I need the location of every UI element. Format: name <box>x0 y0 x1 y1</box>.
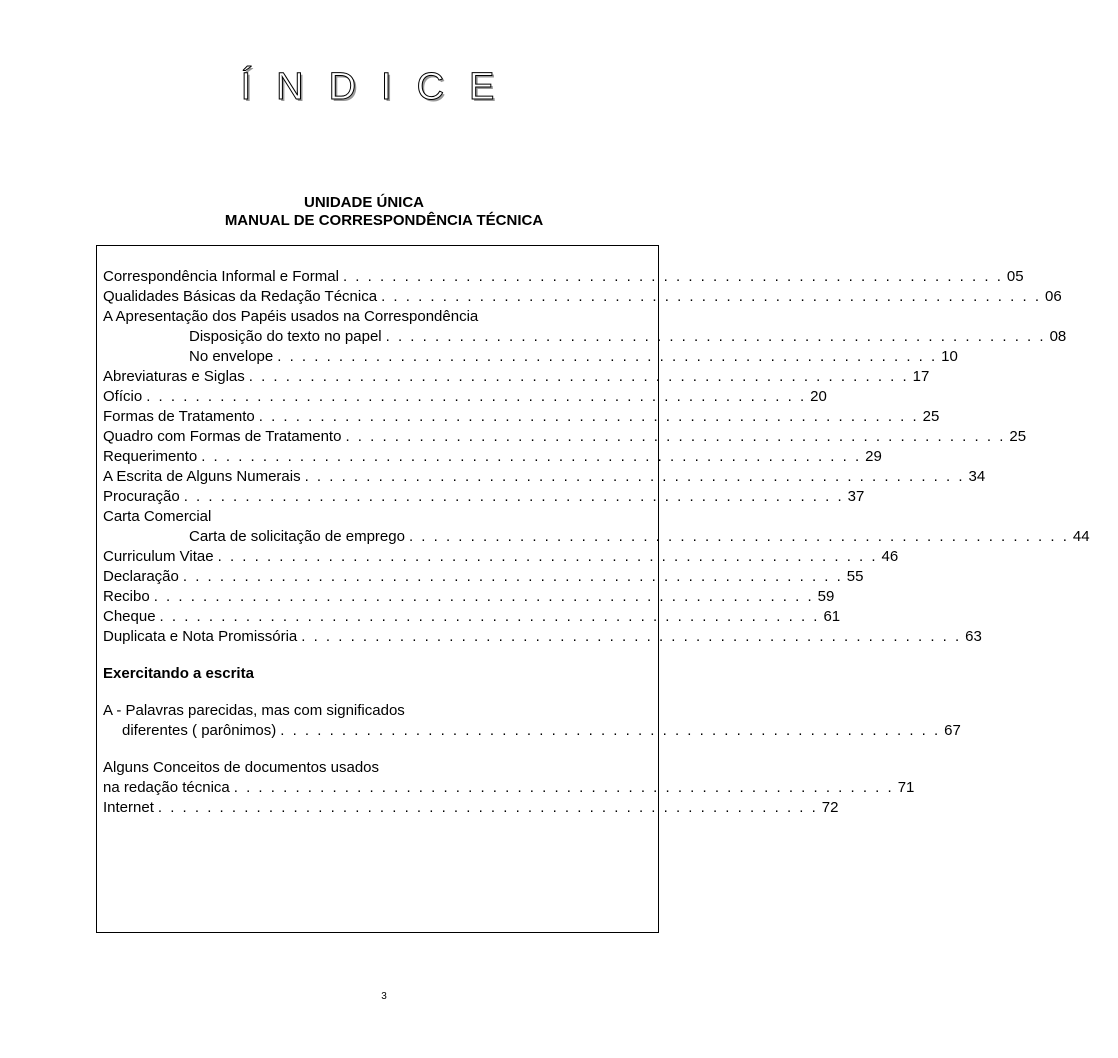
toc-entry: A Escrita de Alguns Numerais . . . . . . . . . . . . . . . . . . . . . . . . . . . . . . . . . . . . . . . . . . . . . . . . . . . . . . 34 <box>103 468 986 485</box>
toc-entry: Duplicata e Nota Promissória . . . . . . . . . . . . . . . . . . . . . . . . . . . . . . . . . . . . . . . . . . . . . . . . . . . . . . 63 <box>103 628 982 645</box>
toc-entry: diferentes ( parônimos) . . . . . . . . . . . . . . . . . . . . . . . . . . . . . . . . . . . . . . . . . . . . . . . . . . . . . . 67 <box>122 722 961 739</box>
page-number: 3 <box>381 991 387 1002</box>
page-title: ÍNDICE <box>240 66 520 108</box>
toc-entry: Correspondência Informal e Formal . . . . . . . . . . . . . . . . . . . . . . . . . . . . . . . . . . . . . . . . . . . . . . . . . . . . . . 05 <box>103 268 1024 285</box>
toc-entry: Recibo . . . . . . . . . . . . . . . . . . . . . . . . . . . . . . . . . . . . . . . . . . . . . . . . . . . . . . 59 <box>103 588 835 605</box>
toc-entry: Carta de solicitação de emprego . . . . . . . . . . . . . . . . . . . . . . . . . . . . . . . . . . . . . . . . . . . . . . . . . . . . . . 44 <box>189 528 1090 545</box>
table-of-contents <box>103 267 1090 818</box>
toc-entry: Declaração . . . . . . . . . . . . . . . . . . . . . . . . . . . . . . . . . . . . . . . . . . . . . . . . . . . . . . 55 <box>103 568 864 585</box>
toc-entry: Formas de Tratamento . . . . . . . . . . . . . . . . . . . . . . . . . . . . . . . . . . . . . . . . . . . . . . . . . . . . . . 25 <box>103 408 940 425</box>
toc-entry: Curriculum Vitae . . . . . . . . . . . . . . . . . . . . . . . . . . . . . . . . . . . . . . . . . . . . . . . . . . . . . . 46 <box>103 548 899 565</box>
toc-entry: Qualidades Básicas da Redação Técnica . . . . . . . . . . . . . . . . . . . . . . . . . . . . . . . . . . . . . . . . . . . . . . . . . . . . . . 06 <box>103 288 1062 305</box>
toc-entry: Carta Comercial <box>103 508 212 525</box>
toc-entry: na redação técnica . . . . . . . . . . . . . . . . . . . . . . . . . . . . . . . . . . . . . . . . . . . . . . . . . . . . . . 71 <box>103 779 915 796</box>
section-heading: Exercitando a escrita <box>103 665 254 682</box>
toc-entry: Disposição do texto no papel . . . . . . . . . . . . . . . . . . . . . . . . . . . . . . . . . . . . . . . . . . . . . . . . . . . . . . 08 <box>189 328 1067 345</box>
toc-entry: No envelope . . . . . . . . . . . . . . . . . . . . . . . . . . . . . . . . . . . . . . . . . . . . . . . . . . . . . . 10 <box>189 348 958 365</box>
manual-heading: MANUAL DE CORRESPONDÊNCIA TÉCNICA <box>224 212 544 229</box>
toc-entry: Internet . . . . . . . . . . . . . . . . . . . . . . . . . . . . . . . . . . . . . . . . . . . . . . . . . . . . . . 72 <box>103 799 839 816</box>
unit-heading: UNIDADE ÚNICA <box>304 194 424 211</box>
toc-entry: Alguns Conceitos de documentos usados <box>103 759 380 776</box>
toc-entry: Abreviaturas e Siglas . . . . . . . . . . . . . . . . . . . . . . . . . . . . . . . . . . . . . . . . . . . . . . . . . . . . . . 17 <box>103 368 930 385</box>
toc-entry: Cheque . . . . . . . . . . . . . . . . . . . . . . . . . . . . . . . . . . . . . . . . . . . . . . . . . . . . . . 61 <box>103 608 841 625</box>
toc-entry: Ofício . . . . . . . . . . . . . . . . . . . . . . . . . . . . . . . . . . . . . . . . . . . . . . . . . . . . . . 20 <box>103 388 827 405</box>
toc-entry: A - Palavras parecidas, mas com significados <box>103 702 405 719</box>
toc-entry: Quadro com Formas de Tratamento . . . . . . . . . . . . . . . . . . . . . . . . . . . . . . . . . . . . . . . . . . . . . . . . . . . . . . 25 <box>103 428 1027 445</box>
toc-entry: Requerimento . . . . . . . . . . . . . . . . . . . . . . . . . . . . . . . . . . . . . . . . . . . . . . . . . . . . . . 29 <box>103 448 882 465</box>
toc-entry: A Apresentação dos Papéis usados na Correspondência <box>103 308 479 325</box>
toc-entry: Procuração . . . . . . . . . . . . . . . . . . . . . . . . . . . . . . . . . . . . . . . . . . . . . . . . . . . . . . 37 <box>103 488 865 505</box>
